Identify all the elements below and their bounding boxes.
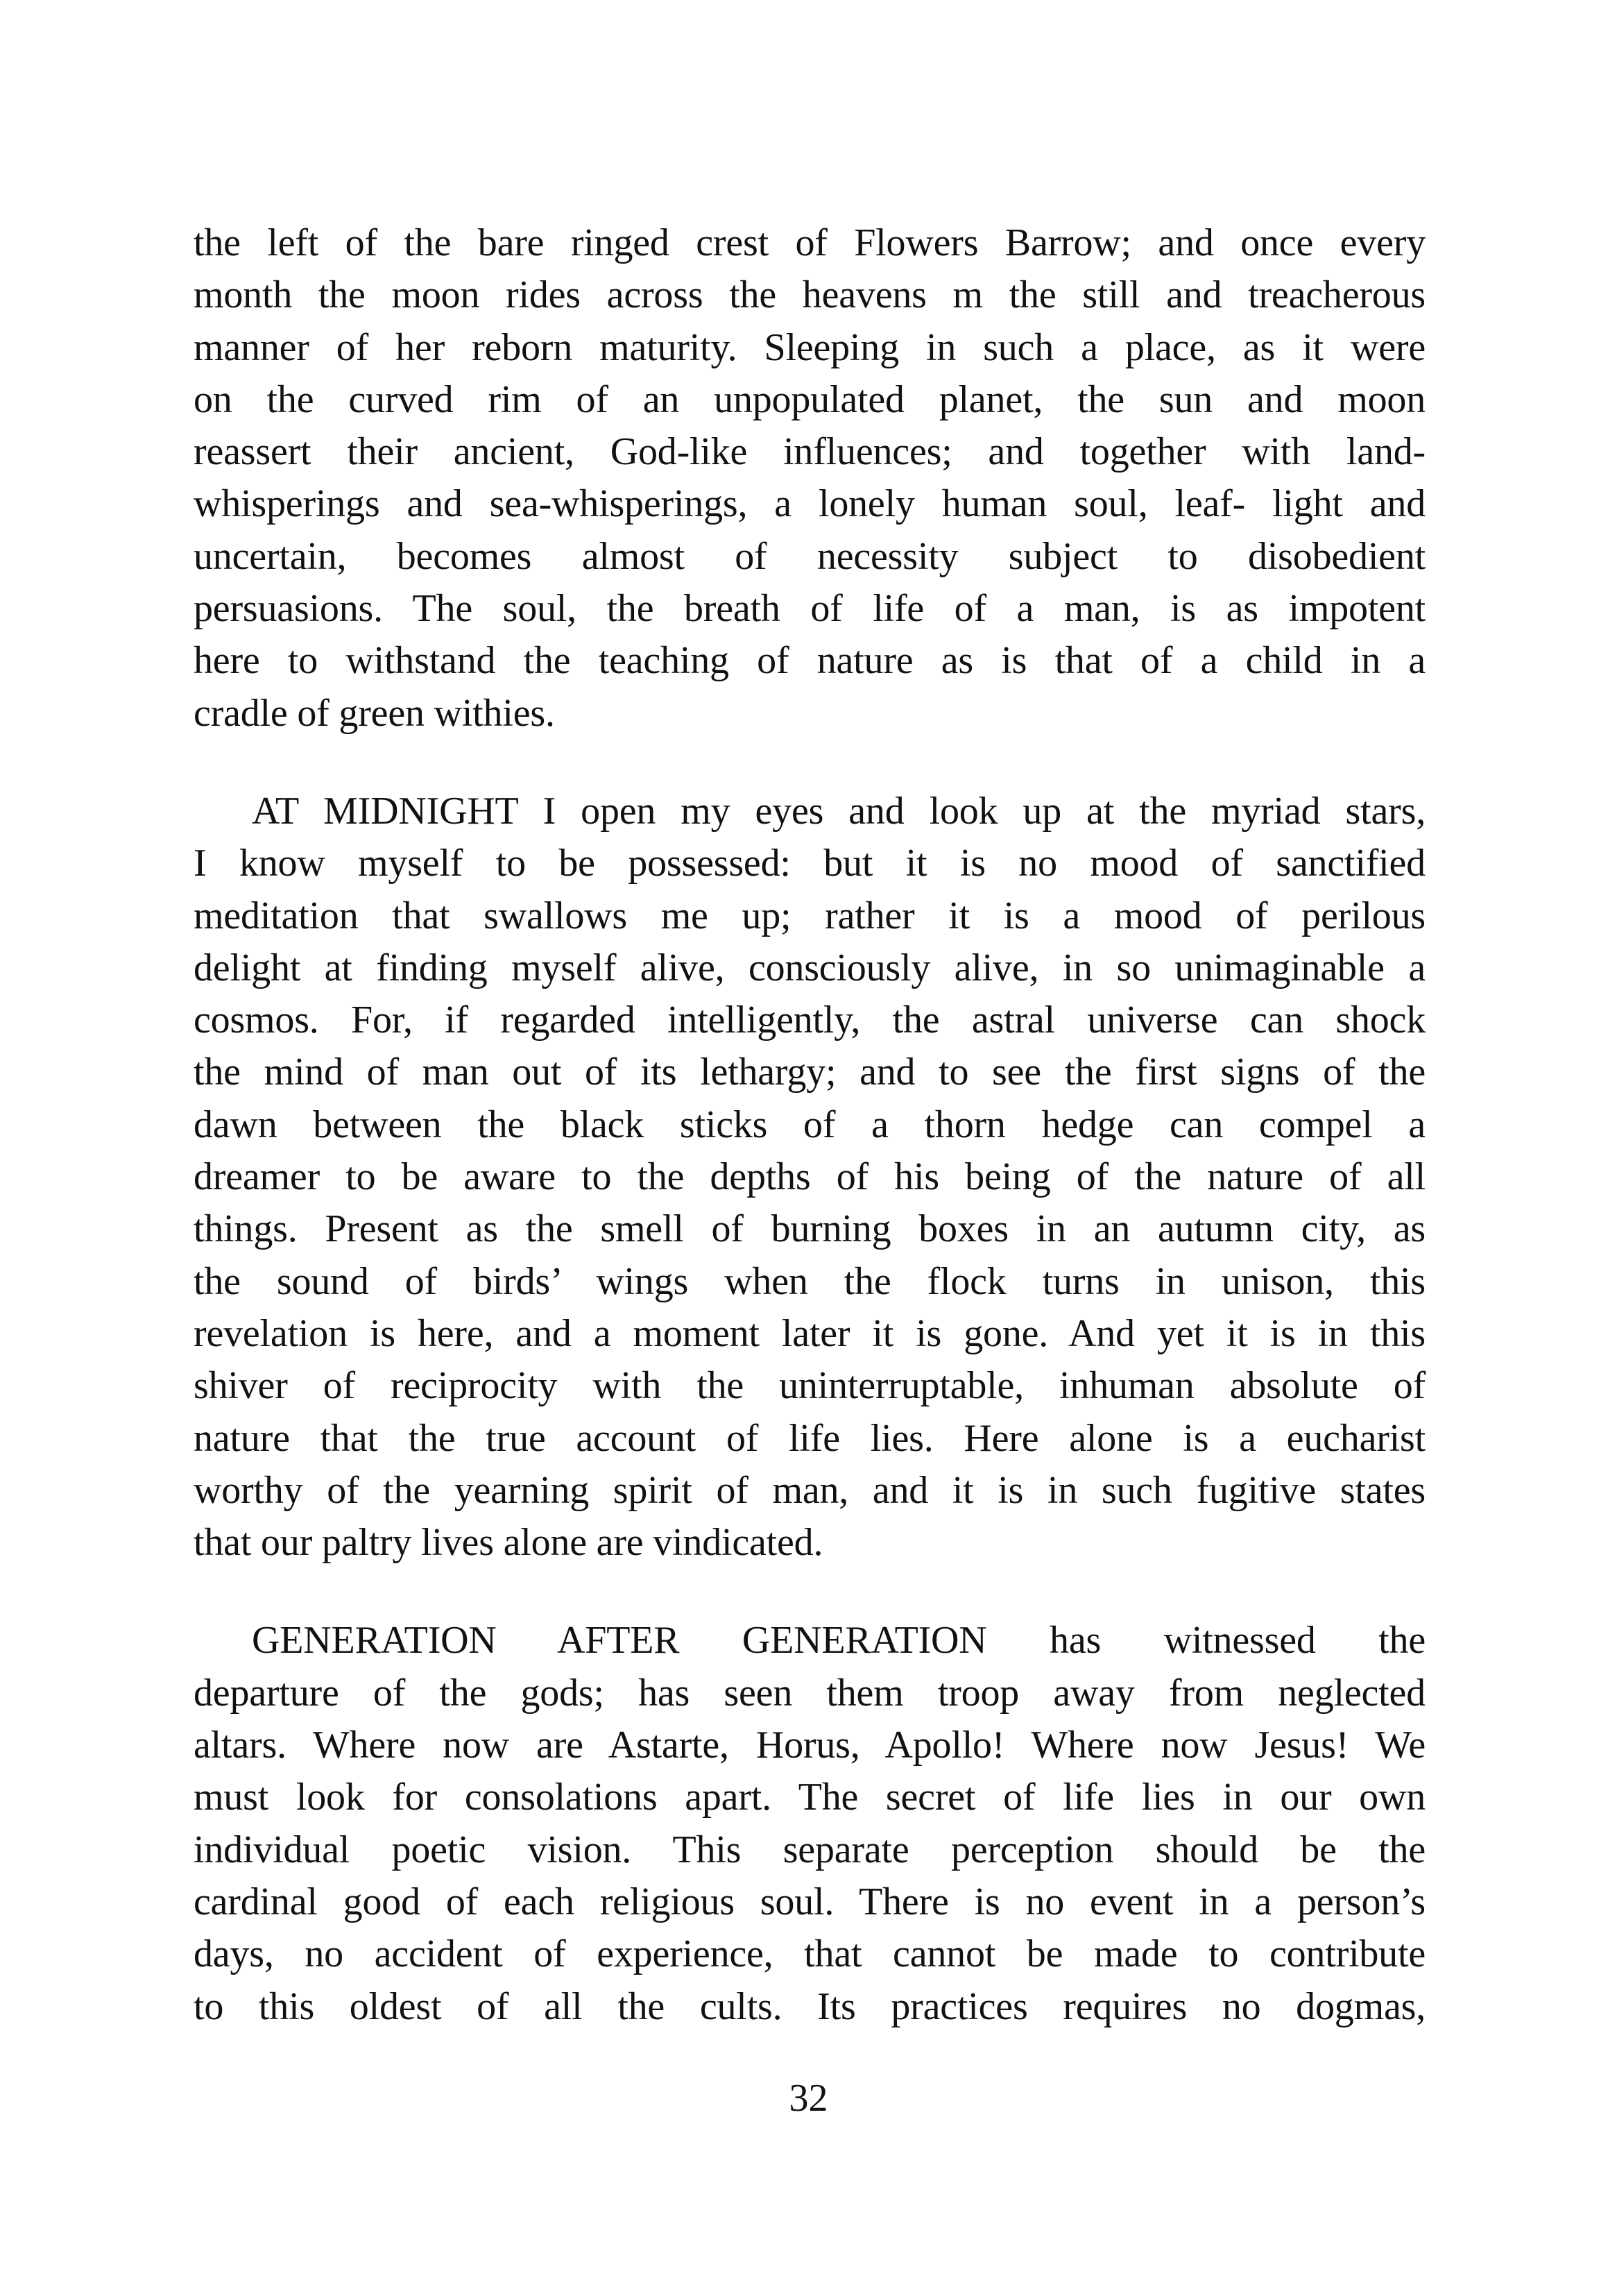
- text-line: nature that the true account of life lies. Here alone is a eucharist: [194, 1416, 1426, 1460]
- paragraph-2: [194, 785, 1426, 1569]
- text-line: must look for consolations apart. The secret of life lies in our own: [194, 1776, 1426, 1819]
- text-line: the left of the bare ringed crest of Flowers Barrow; and once every: [194, 221, 1426, 264]
- text-line: here to withstand the teaching of nature as is that of a child in a: [194, 639, 1426, 683]
- text-line: worthy of the yearning spirit of man, and it is in such fugitive states: [194, 1468, 1426, 1512]
- page-number: 32: [789, 2077, 828, 2120]
- text-line: cosmos. For, if regarded intelligently, the astral universe can shock: [194, 998, 1426, 1042]
- text-line: that our paltry lives alone are vindicated.: [194, 1521, 823, 1565]
- text-line: AT MIDNIGHT I open my eyes and look up at the myriad stars,: [252, 789, 1426, 833]
- text-line: delight at finding myself alive, consciously alive, in so unimaginable a: [194, 946, 1426, 989]
- text-line: the sound of birds’ wings when the flock turns in unison, this: [194, 1259, 1426, 1303]
- text-line: altars. Where now are Astarte, Horus, Apollo! Where now Jesus! We: [194, 1724, 1426, 1767]
- text-line: on the curved rim of an unpopulated planet, the sun and moon: [194, 377, 1426, 421]
- paragraph-1: [194, 217, 1426, 740]
- body-text: [194, 217, 1426, 2033]
- text-line: shiver of reciprocity with the uninterruptable, inhuman absolute of: [194, 1364, 1426, 1408]
- text-line: reassert their ancient, God-like influences; and together with land-: [194, 430, 1426, 474]
- text-line: dreamer to be aware to the depths of his being of the nature of all: [194, 1155, 1426, 1199]
- text-line: manner of her reborn maturity. Sleeping in such a place, as it were: [194, 325, 1426, 369]
- text-line: revelation is here, and a moment later it is gone. And yet it is in this: [194, 1311, 1426, 1355]
- text-line: whisperings and sea-whisperings, a lonely human soul, leaf- light and: [194, 482, 1426, 526]
- text-line: I know myself to be possessed: but it is no mood of sanctified: [194, 842, 1426, 885]
- text-line: dawn between the black sticks of a thorn hedge can compel a: [194, 1103, 1426, 1146]
- paragraph-3: [194, 1615, 1426, 2032]
- text-line: to this oldest of all the cults. Its practices requires no dogmas,: [194, 1984, 1426, 2028]
- text-line: GENERATION AFTER GENERATION has witnessed the: [252, 1619, 1426, 1663]
- text-line: cradle of green withies.: [194, 691, 555, 735]
- text-line: meditation that swallows me up; rather it is a mood of perilous: [194, 894, 1426, 937]
- text-line: cardinal good of each religious soul. There is no event in a person’s: [194, 1880, 1426, 1923]
- text-line: uncertain, becomes almost of necessity subject to disobedient: [194, 534, 1426, 578]
- text-line: the mind of man out of its lethargy; and to see the first signs of the: [194, 1051, 1426, 1094]
- text-line: month the moon rides across the heavens m the still and treacherous: [194, 273, 1426, 317]
- text-line: days, no accident of experience, that cannot be made to contribute: [194, 1932, 1426, 1976]
- text-line: individual poetic vision. This separate perception should be the: [194, 1828, 1426, 1871]
- text-line: things. Present as the smell of burning boxes in an autumn city, as: [194, 1207, 1426, 1251]
- text-line: persuasions. The soul, the breath of life of a man, is as impotent: [194, 587, 1426, 631]
- text-line: departure of the gods; has seen them troop away from neglected: [194, 1671, 1426, 1715]
